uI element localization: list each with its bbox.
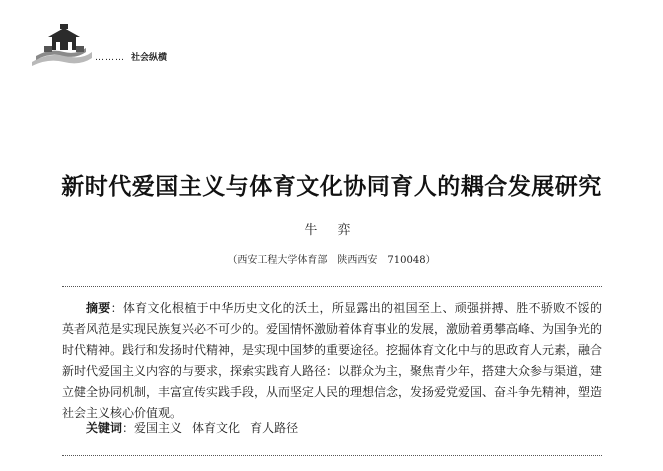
section-name: 社会纵横 [131, 53, 168, 63]
keywords-separator: ： [122, 421, 135, 435]
affiliation-institution: 西安工程大学体育部 [237, 255, 328, 266]
keyword: 体育文化 [192, 421, 241, 435]
abstract-text: 体育文化根植于中华历史文化的沃土，所显露出的祖国至上、顽强拼搏、胜不骄败不馁的英者风范是实现民族复兴必不可少的。爱国情怀激励着体育事业的发展，激励着勇攀高峰、为国争光的时代精神。践行和发扬时代精神，是实现中国梦的重要途径。挖掘体育文化中与的思政育人元素，融合新时代爱国主义内容的与要求，探索实践育人路径：以群众为主，聚焦青少年，搭建大众参与渠道，建立健全协同机制，丰富宣传实践手段，从而坚定人民的理想信念，发扬爱党爱国、奋斗争先精神，塑造社会主义核心价值观。 [62, 301, 603, 420]
abstract-label: 摘要 [86, 301, 111, 315]
section-dots: ……… [95, 53, 125, 63]
affiliation-location: 陕西西安 [337, 255, 378, 266]
affiliation-close: ） [425, 255, 436, 266]
keywords [86, 419, 308, 436]
keyword: 育人路径 [250, 421, 299, 435]
keywords-label: 关键词 [86, 421, 123, 435]
article-title: 新时代爱国主义与体育文化协同育人的耦合发展研究 [61, 174, 602, 200]
author-affiliation [0, 251, 663, 266]
abstract-separator: ： [110, 301, 123, 315]
section-header [95, 50, 167, 63]
keyword: 爱国主义 [134, 421, 183, 435]
abstract-box [62, 286, 602, 456]
affiliation-open: （ [227, 255, 238, 266]
journal-logo-icon [30, 22, 94, 66]
abstract [62, 298, 602, 424]
affiliation-postcode: 710048 [387, 255, 426, 266]
author-name: 牛 弈 [304, 223, 359, 238]
